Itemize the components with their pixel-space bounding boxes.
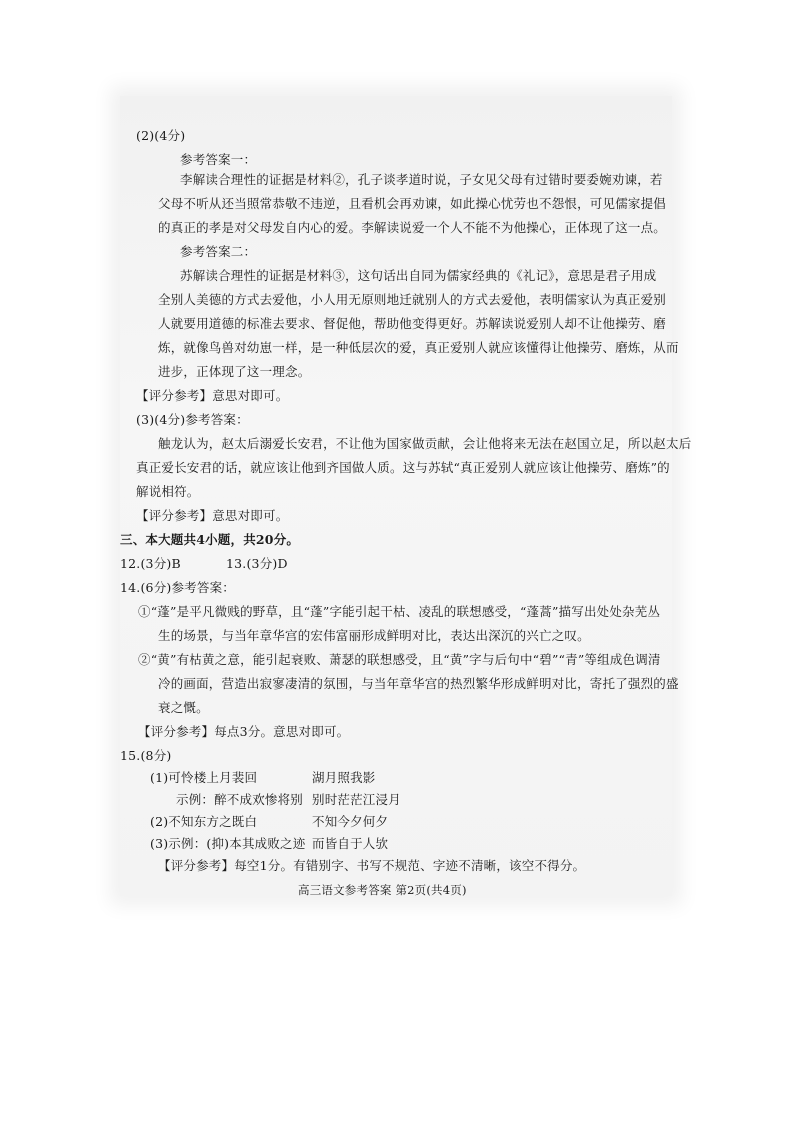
q2-answer1-line: 李解读合理性的证据是材料②，孔子谈孝道时说，子女见父母有过错时要委婉劝谏，若 [180, 172, 663, 187]
q2-answer1-line: 的真正的孝是对父母发自内心的爱。李解读说爱一个人不能不为他操心，正体现了这一点。 [158, 220, 667, 235]
q15-answer-right: 而皆自于人欤 [312, 836, 389, 851]
q15-answer-right: 别时茫茫江浸月 [312, 792, 401, 807]
q15-answer-right: 不知今夕何夕 [312, 814, 389, 829]
q15-answer-left: (1)可怜楼上月裴回 [150, 770, 258, 785]
q14-point1-line: 生的场景，与当年章华宫的宏伟富丽形成鲜明对比，表达出深沉的兴亡之叹。 [158, 628, 590, 643]
q2-answer2-line: 人就要用道德的标准去要求、督促他，帮助他变得更好。苏解读说爱别人却不让他操劳、磨 [158, 316, 667, 331]
q15-header: 15.(8分) [120, 748, 172, 763]
q2-answer1-line: 父母不听从还当照常恭敬不违逆，且看机会再劝谏，如此操心忧劳也不怨恨，可见儒家提倡 [158, 196, 667, 211]
q12-answer: 12.(3分)B [120, 556, 181, 571]
q15-answer-left: 示例：醉不成欢惨将别 [176, 792, 304, 807]
q13-answer: 13.(3分)D [226, 556, 288, 571]
q15-scoring-note: 【评分参考】每空1分。有错别字、书写不规范、字迹不清晰，该空不得分。 [158, 858, 586, 873]
q3-answer-line: 真正爱长安君的话，就应该让他到齐国做人质。这与苏轼“真正爱别人就应该让他操劳、磨炼”的 [136, 460, 670, 475]
q15-answer-left: (2)不知东方之既白 [150, 814, 258, 829]
q2-answer2-line: 全别人美德的方式去爱他，小人用无原则地迁就别人的方式去爱他，表明儒家认为真正爱别 [158, 292, 667, 307]
q3-scoring-note: 【评分参考】意思对即可。 [136, 508, 289, 523]
q2-answer2-line: 苏解读合理性的证据是材料③，这句话出自同为儒家经典的《礼记》，意思是君子用成 [180, 268, 657, 283]
q2-answer2-line: 进步，正体现了这一理念。 [158, 364, 311, 379]
q14-point2-line: ②“黄”有枯黄之意，能引起衰败、萧瑟的联想感受，且“黄”字与后句中“碧”“青”等组成色调清 [138, 652, 661, 667]
q14-header: 14.(6分)参考答案： [120, 580, 235, 595]
q2-scoring-note: 【评分参考】意思对即可。 [136, 388, 289, 403]
section-title: 三、本大题共4小题，共20分。 [120, 532, 300, 547]
q2-answer2-line: 炼，就像鸟兽对幼崽一样，是一种低层次的爱，真正爱别人就应该懂得让他操劳、磨炼，从而 [158, 340, 679, 355]
q2-answer2-label: 参考答案二： [180, 244, 257, 259]
q3-header: (3)(4分)参考答案： [136, 412, 249, 427]
q15-answer-right: 湖月照我影 [312, 770, 376, 785]
q3-answer-line: 解说相符。 [136, 484, 200, 499]
q14-point1-line: ①“蓬”是平凡微贱的野草，且“蓬”字能引起干枯、凌乱的联想感受，“蓬蒿”描写出处处杂芜丛 [138, 604, 661, 619]
q14-scoring-note: 【评分参考】每点3分。意思对即可。 [138, 724, 350, 739]
q14-point2-line: 冷的画面，营造出寂寥凄清的氛围，与当年章华宫的热烈繁华形成鲜明对比，寄托了强烈的盛 [158, 676, 679, 691]
q14-point2-line: 衰之慨。 [158, 700, 209, 715]
page-footer: 高三语文参考答案 第2页(共4页) [298, 883, 467, 897]
q2-answer1-label: 参考答案一： [180, 152, 257, 167]
q3-answer-line: 触龙认为，赵太后溺爱长安君，不让他为国家做贡献，会让他将来无法在赵国立足，所以赵太后 [158, 436, 692, 451]
q15-answer-left: (3)示例：(抑)本其成败之迹 [150, 836, 306, 851]
q2-header: (2)(4分) [136, 128, 186, 143]
